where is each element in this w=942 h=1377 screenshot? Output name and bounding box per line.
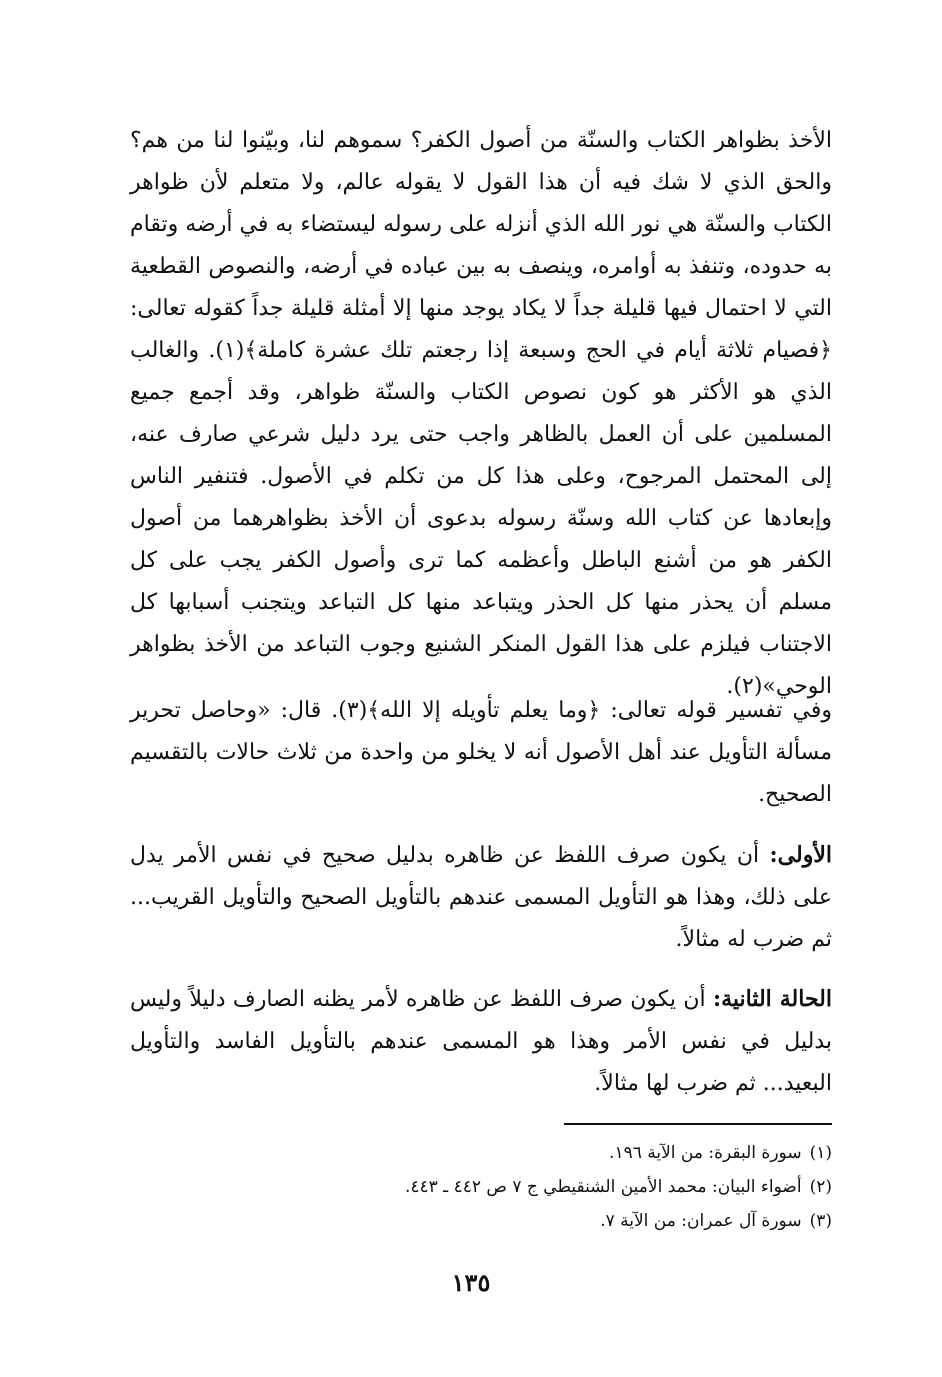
paragraph-first-case	[130, 834, 832, 960]
first-case-heading: الأولى:	[769, 842, 832, 868]
footnote-item	[300, 1170, 832, 1204]
footnote-divider	[564, 1123, 832, 1125]
paragraph-tafsir: وفي تفسير قوله تعالى: ﴿وما يعلم تأويله إلا الله﴾(٣). قال: «وحاصل تحرير مسألة التأويل عند أهل الأصول أنه لا يخلو من واحدة من ثلاث حالات بالتقسيم الصحيح.	[130, 698, 832, 807]
paragraph-second-case	[130, 978, 832, 1104]
first-case-text: أن يكون صرف اللفظ عن ظاهره بدليل صحيح في نفس الأمر يدل على ذلك، وهذا هو التأويل المسمى عندهم بالتأويل الصحيح والتأويل القريب... ثم ضرب له مثالاً.	[130, 843, 832, 952]
second-case-heading: الحالة الثانية:	[712, 986, 832, 1012]
footnote-text: سورة آل عمران: من الآية ٧.	[600, 1211, 802, 1231]
footnote-number: (٢)	[809, 1177, 832, 1197]
footnote-text: سورة البقرة: من الآية ١٩٦.	[609, 1143, 802, 1163]
footnote-text: أضواء البيان: محمد الأمين الشنقيطي ج ٧ ص ٤٤٢ ـ ٤٤٣.	[404, 1177, 802, 1197]
footnote-number: (٣)	[809, 1211, 832, 1231]
page-number: ١٣٥	[451, 1268, 491, 1297]
body-text	[130, 120, 832, 1104]
footnote-number: (١)	[809, 1143, 832, 1163]
paragraph-main: الأخذ بظواهر الكتاب والسنّة من أصول الكفر؟ سموهم لنا، وبيّنوا لنا من هم؟ والحق الذي لا شك فيه أن هذا القول لا يقوله عالم، ولا متعلم لأن ظواهر الكتاب والسنّة هي نور الله الذي أنزله على رسوله ليستضاء به في أرضه وتقام به حدوده، وتنفذ به أوامره، وينصف به بين عباده في أرضه، والنصوص القطعية التي لا احتمال فيها قليلة جداً لا يكاد يوجد منها إلا أمثلة قليلة جداً كقوله تعالى: ﴿فصيام ثلاثة أيام في الحج وسبعة إذا رجعتم تلك عشرة كاملة﴾(١). والغالب الذي هو الأكثر هو كون نصوص الكتاب والسنّة ظواهر، وقد أجمع جميع المسلمين على أن العمل بالظاهر واجب حتى يرد دليل شرعي صارف عنه، إلى المحتمل المرجوح، وعلى هذا كل من تكلم في الأصول. فتنفير الناس وإبعادها عن كتاب الله وسنّة رسوله بدعوى أن الأخذ بظواهرهما من أصول الكفر هو من أشنع الباطل وأعظمه كما ترى وأصول الكفر يجب على كل مسلم أن يحذر منها كل الحذر ويتباعد منها كل التباعد ويتجنب أسبابها كل الاجتناب فيلزم على هذا القول المنكر الشنيع وجوب التباعد من الأخذ بظواهر الوحي»(٢).	[130, 128, 832, 699]
footnote-item	[300, 1136, 832, 1170]
footnote-item	[300, 1204, 832, 1238]
footnotes-list	[300, 1136, 832, 1238]
second-case-text: أن يكون صرف اللفظ عن ظاهره لأمر يظنه الصارف دليلاً وليس بدليل في نفس الأمر وهذا هو المسمى عندهم بالتأويل الفاسد والتأويل البعيد... ثم ضرب لها مثالاً.	[130, 987, 832, 1096]
